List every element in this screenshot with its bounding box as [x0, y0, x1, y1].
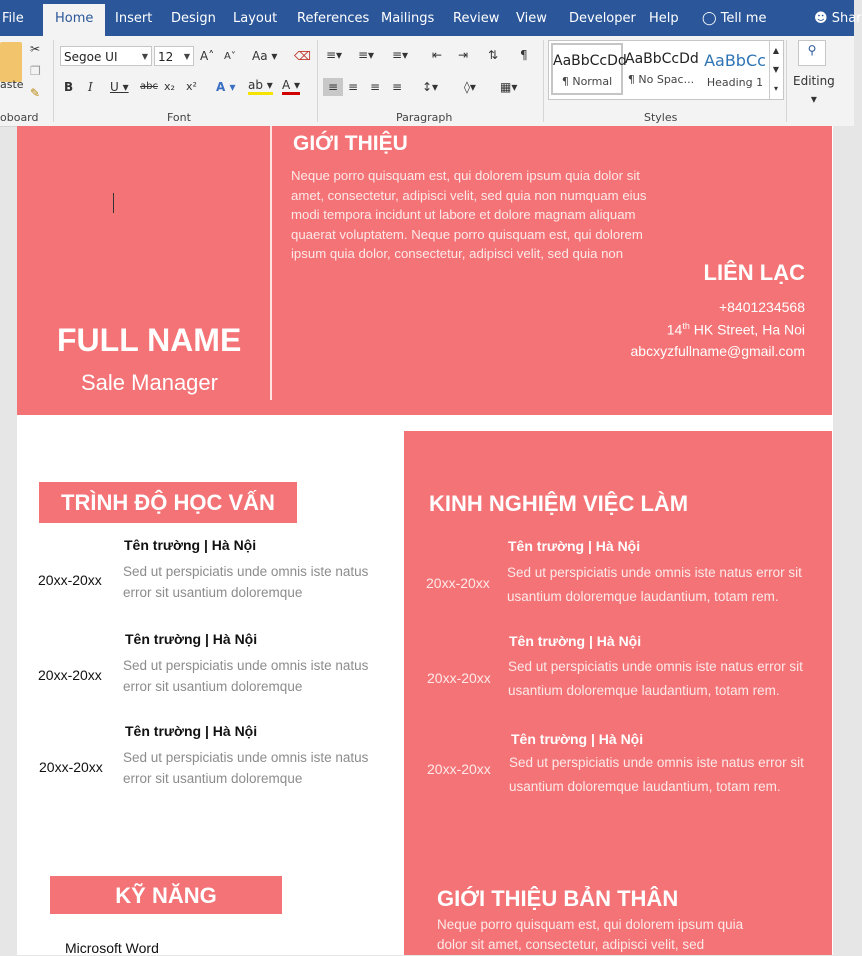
tab-references[interactable]: References	[297, 11, 370, 26]
experience-desc: Sed ut perspiciatis unde omnis iste natus error sit usantium doloremque laudantium, totam rem.	[507, 565, 802, 604]
education-school: Tên trường | Hà Nội	[124, 537, 257, 553]
chevron-down-icon: ▼	[183, 52, 190, 61]
person-icon: ☻	[814, 11, 828, 26]
style-heading-1[interactable]	[699, 43, 771, 95]
clear-formatting-icon[interactable]: ⌫	[294, 49, 311, 63]
styles-group-label: Styles	[644, 111, 678, 124]
group-divider	[317, 40, 318, 122]
change-case-button[interactable]: Aa ▾	[252, 49, 278, 63]
format-painter-icon[interactable]: ✎	[30, 86, 41, 100]
font-group-label: Font	[167, 111, 191, 124]
tell-me-search[interactable]	[702, 0, 766, 36]
multilevel-list-icon[interactable]: ≡▾	[392, 48, 409, 62]
chevron-down-icon: ▼	[141, 52, 148, 61]
tab-home[interactable]: Home	[43, 4, 105, 36]
contact-email: abcxyzfullname@gmail.com	[630, 343, 805, 359]
tab-design[interactable]: Design	[171, 11, 216, 26]
borders-icon[interactable]: ▦▾	[500, 80, 518, 94]
tab-view[interactable]: View	[516, 11, 547, 26]
contact-phone: +8401234568	[718, 299, 805, 315]
self-intro-text: Neque porro quisquam est, qui dolorem ipsum quia dolor sit amet, consectetur, adipisci velit, sed	[437, 917, 744, 952]
tab-insert[interactable]: Insert	[115, 11, 153, 26]
document-page[interactable]	[17, 126, 833, 955]
bullets-icon[interactable]: ≡▾	[326, 48, 343, 62]
copy-icon[interactable]: ❐	[30, 64, 41, 78]
clipboard-group-label: oboard	[0, 111, 39, 124]
sort-icon[interactable]: ⇅	[488, 48, 499, 62]
font-name-value: Segoe UI	[64, 50, 118, 64]
show-formatting-icon[interactable]: ¶	[520, 48, 528, 62]
shrink-font-icon[interactable]: A˅	[224, 51, 236, 62]
experience-title: KINH NGHIỆM VIỆC LÀM	[429, 491, 689, 516]
contact-address	[667, 321, 805, 338]
editing-label: Editing	[793, 74, 835, 88]
search-icon[interactable]: ⚲	[798, 40, 826, 66]
style-sample: AaBbCcDd	[625, 51, 699, 67]
style-sample: AaBbCcDd	[553, 53, 627, 69]
experience-date: 20xx-20xx	[427, 670, 491, 686]
experience-school: Tên trường | Hà Nội	[508, 538, 641, 554]
education-school: Tên trường | Hà Nội	[125, 723, 258, 739]
text-effects-icon[interactable]: A ▾	[216, 80, 236, 94]
font-color-icon[interactable]: A ▾	[282, 78, 300, 95]
decrease-indent-icon[interactable]: ⇤	[432, 48, 443, 62]
cut-icon[interactable]: ✂	[30, 42, 41, 56]
education-date: 20xx-20xx	[38, 572, 102, 588]
education-desc: Sed ut perspiciatis unde omnis iste natus error sit usantium doloremque	[123, 750, 369, 786]
justify-icon[interactable]: ≡	[392, 80, 403, 94]
tab-file[interactable]: File	[2, 11, 24, 26]
numbering-icon[interactable]: ≡▾	[358, 48, 375, 62]
ribbon-home	[0, 36, 854, 127]
line-spacing-icon[interactable]: ↕▾	[422, 80, 439, 94]
style-sample: AaBbCc	[704, 51, 766, 70]
education-date: 20xx-20xx	[38, 667, 102, 683]
change-case-label: Aa	[252, 49, 268, 63]
experience-date: 20xx-20xx	[427, 761, 491, 777]
skills-title: KỸ NĂNG	[50, 876, 282, 914]
italic-icon[interactable]: I	[88, 80, 93, 94]
align-right-icon[interactable]: ≡	[370, 80, 381, 94]
style-name: Heading 1	[706, 76, 764, 89]
experience-school: Tên trường | Hà Nội	[511, 731, 644, 747]
styles-scroll-icon[interactable]: ▲ ▼ ▾	[769, 41, 782, 99]
style-name: ¶ Normal	[561, 75, 613, 88]
styles-gallery	[548, 40, 784, 100]
tab-review[interactable]: Review	[453, 11, 500, 26]
align-left-icon[interactable]: ≡	[323, 78, 343, 96]
tab-help[interactable]: Help	[649, 11, 679, 26]
text-cursor	[113, 193, 114, 213]
shading-icon[interactable]: ◊▾	[464, 80, 476, 94]
address-number: 14	[666, 321, 683, 338]
group-divider	[53, 40, 54, 122]
font-name-combo[interactable]	[60, 46, 152, 66]
education-title: TRÌNH ĐỘ HỌC VẤN	[39, 482, 297, 523]
editing-button[interactable]: Editing ▾	[793, 74, 835, 106]
lightbulb-icon: ◯	[702, 11, 717, 26]
style-no-spacing[interactable]	[625, 43, 697, 95]
tell-me-label: Tell me	[720, 11, 767, 26]
highlight-icon[interactable]: ab ▾	[248, 78, 273, 95]
bold-icon[interactable]: B	[64, 80, 74, 94]
font-size-value: 12	[158, 50, 174, 64]
grow-font-icon[interactable]: A˄	[200, 49, 215, 63]
job-title: Sale Manager	[81, 370, 218, 395]
education-school: Tên trường | Hà Nội	[125, 631, 258, 647]
education-desc: Sed ut perspiciatis unde omnis iste natus error sit usantium doloremque	[123, 564, 369, 600]
style-normal[interactable]	[551, 43, 627, 95]
intro-title: GIỚI THIỆU	[293, 132, 408, 155]
intro-text: Neque porro quisquam est, qui dolorem ipsum quia dolor sit amet, consectetur, adipisci velit, sed quia non numquam eius modi tempora incidunt ut labore et dolore magnam aliquam quaerat voluptatem. Neque porro quisquam est, qui dolorem ipsum quia dolor, consectetur, adipisci velit, sed quia non	[291, 168, 647, 262]
skill-item: Microsoft Word	[65, 940, 159, 956]
group-divider	[543, 40, 544, 122]
group-divider	[786, 40, 787, 122]
document-margin-right	[833, 126, 854, 955]
full-name: FULL NAME	[57, 322, 242, 358]
paste-label[interactable]: aste	[0, 78, 24, 91]
superscript-icon[interactable]: x²	[186, 80, 197, 93]
underline-icon[interactable]: U ▾	[110, 80, 129, 94]
address-ordinal: th	[682, 321, 690, 331]
subscript-icon[interactable]: x₂	[164, 80, 175, 93]
experience-school: Tên trường | Hà Nội	[509, 633, 642, 649]
experience-desc: Sed ut perspiciatis unde omnis iste natus error sit usantium doloremque laudantium, totam rem.	[508, 659, 803, 698]
experience-desc: Sed ut perspiciatis unde omnis iste natus error sit usantium doloremque laudantium, totam rem.	[509, 755, 804, 794]
share-label: Shar	[831, 11, 862, 26]
increase-indent-icon[interactable]: ⇥	[458, 48, 469, 62]
ribbon-tab-bar	[0, 0, 862, 36]
experience-date: 20xx-20xx	[426, 575, 490, 591]
style-name: ¶ No Spac...	[627, 73, 695, 86]
align-center-icon[interactable]: ≡	[348, 80, 359, 94]
header-divider	[270, 126, 272, 400]
address-street: HK Street, Ha Noi	[689, 321, 805, 338]
tab-layout[interactable]: Layout	[233, 11, 278, 26]
paragraph-group-label: Paragraph	[396, 111, 453, 124]
tab-developer[interactable]: Developer	[569, 11, 636, 26]
font-size-combo[interactable]	[154, 46, 194, 66]
tab-mailings[interactable]: Mailings	[381, 11, 435, 26]
education-desc: Sed ut perspiciatis unde omnis iste natus error sit usantium doloremque	[123, 658, 369, 694]
self-intro-title: GIỚI THIỆU BẢN THÂN	[437, 886, 679, 911]
share-button[interactable]	[814, 0, 862, 36]
strikethrough-icon[interactable]: abc	[140, 81, 158, 92]
contact-title: LIÊN LẠC	[703, 260, 805, 285]
education-date: 20xx-20xx	[39, 759, 103, 775]
